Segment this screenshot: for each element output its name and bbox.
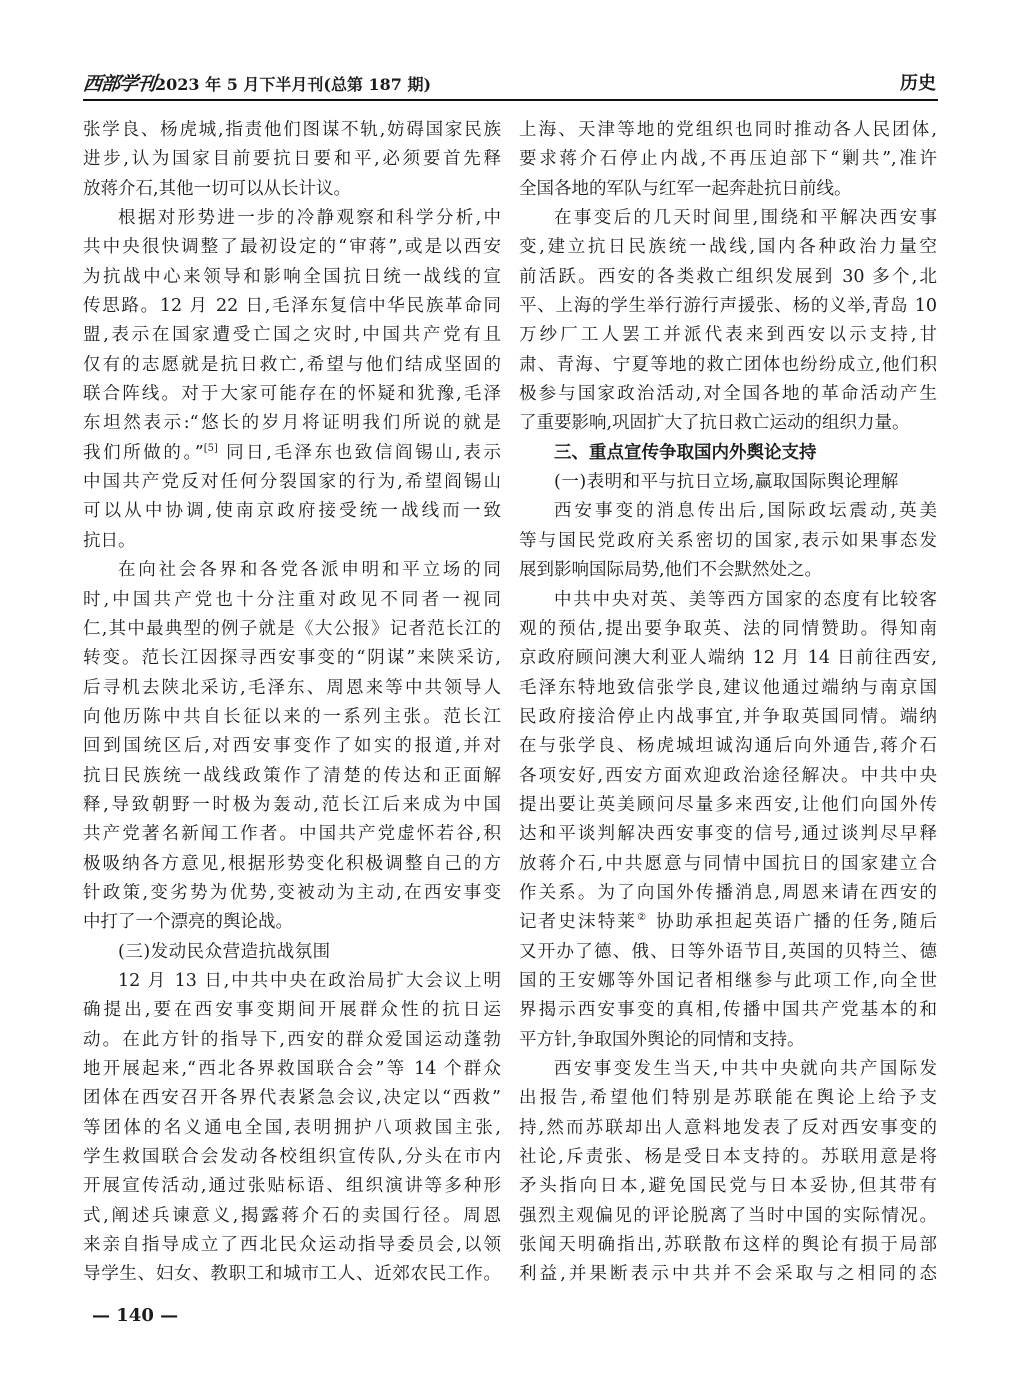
text-line: 极参与国家政治活动,对全国各地的革命活动产生	[519, 384, 937, 405]
text-line: 共产党著名新闻工作者。中国共产党虚怀若谷,积	[83, 824, 501, 845]
text-line: 极吸纳各方意见,根据形势变化积极调整自己的方	[83, 853, 501, 874]
text-line: 利益,并果断表示中共并不会采取与之相同的态	[519, 1264, 937, 1285]
text-line: 肃、青海、宁夏等地的救亡团体也纷纷成立,他们积	[519, 354, 937, 375]
text-line: 观的预估,提出要争取英、法的同情赞助。得知南	[519, 618, 937, 639]
text-line: 达和平谈判解决西安事变的信号,通过谈判尽早释	[519, 824, 937, 845]
text-line: 抗日。	[83, 530, 136, 551]
header-rule	[83, 99, 938, 101]
text-line: 12 月 13 日,中共中央在政治局扩大会议上明	[118, 970, 501, 991]
text-line: 民政府接洽停止内战事宜,并争取英国同情。端纳	[519, 706, 937, 727]
text-line: 盟,表示在国家遭受亡国之灾时,中国共产党有且	[83, 325, 501, 346]
text-line: 动。在此方针的指导下,西安的群众爱国运动蓬勃	[83, 1029, 501, 1050]
text-line: 团体在西安召开各界代表紧急会议,决定以“西救”	[83, 1088, 501, 1109]
text-line: 出报告,希望他们特别是苏联能在舆论上给予支	[519, 1088, 937, 1109]
text-line: 要求蒋介石停止内战,不再压迫部下“剿共”,准许	[519, 149, 937, 170]
subsection-heading: (一)表明和平与抗日立场,赢取国际舆论理解	[554, 472, 899, 493]
issue-info: 2023 年 5 月下半月刊(总第 187 期)	[155, 75, 432, 94]
text-line: 时,中国共产党也十分注重对政见不同者一视同	[83, 589, 501, 610]
text-line: 地开展起来,“西北各界救国联合会”等 14 个群众	[83, 1059, 501, 1079]
citation-marker: ②	[637, 912, 649, 924]
text-segment: 同日,毛泽东也致信阎锡山,表示	[217, 442, 501, 463]
text-line: 社论,斥责张、杨是受日本支持的。苏联用意是将	[519, 1147, 937, 1168]
text-line: 强烈主观偏见的评论脱离了当时中国的实际情况。	[519, 1205, 937, 1226]
text-line: 张闻天明确指出,苏联散布这样的舆论有损于局部	[519, 1235, 937, 1256]
text-line: 开展宣传活动,通过张贴标语、组织演讲等多种形	[83, 1176, 501, 1197]
text-line: 中打了一个漂亮的舆论战。	[83, 912, 293, 933]
text-line: 向他历陈中共自长征以来的一系列主张。范长江	[83, 706, 501, 727]
text-segment: 我们所做的。”	[83, 442, 204, 463]
text-line	[519, 908, 937, 937]
text-line: 又开办了德、俄、日等外语节目,英国的贝特兰、德	[519, 941, 937, 962]
text-line: 万纱厂工人罢工并派代表来到西安以示支持,甘	[519, 325, 937, 346]
text-line: 仅有的志愿就是抗日救亡,希望与他们结成坚固的	[83, 354, 501, 375]
right-text-column	[519, 116, 937, 1290]
text-line: 放蒋介石,其他一切可以从长计议。	[83, 178, 352, 199]
journal-logo: 西部学刊	[81, 73, 157, 95]
text-line: 毛泽东特地致信张学良,建议他通过端纳与南京国	[519, 677, 937, 698]
text-segment: 记者史沫特莱	[519, 912, 638, 933]
text-line: 平、上海的学生举行游行声援张、杨的义举,青岛 10	[519, 296, 937, 317]
text-line: 根据对形势进一步的冷静观察和科学分析,中	[118, 208, 501, 229]
text-line: 国的王安娜等外国记者相继参与此项工作,向全世	[519, 970, 937, 991]
text-line	[83, 439, 501, 468]
text-line: 可以从中协调,使南京政府接受统一战线而一致	[83, 501, 501, 522]
text-line: 进步,认为国家目前要抗日要和平,必须要首先释	[83, 149, 501, 170]
text-segment: 协助承担起英语广播的任务,随后	[648, 912, 937, 933]
text-line: 共中央很快调整了最初设定的“审蒋”,或是以西安	[83, 237, 501, 258]
text-line: 前活跃。西安的各类救亡组织发展到 30 多个,北	[519, 266, 937, 287]
text-line: 确提出,要在西安事变期间开展群众性的抗日运	[83, 1000, 501, 1021]
text-line: 后寻机去陕北采访,毛泽东、周恩来等中共领导人	[83, 677, 501, 698]
text-line: 京政府顾问澳大利亚人端纳 12 月 14 日前往西安,	[519, 648, 937, 669]
text-line: 中共中央对英、美等西方国家的态度有比较客	[554, 589, 937, 610]
text-line: 提出要让英美顾问尽量多来西安,让他们向国外传	[519, 794, 937, 815]
text-line: 等团体的名义通电全国,表明拥护八项救国主张,	[83, 1117, 501, 1138]
text-line: 上海、天津等地的党组织也同时推动各人民团体,	[519, 120, 937, 140]
text-line: 各项安好,西安方面欢迎政治途径解决。中共中央	[519, 765, 937, 786]
text-line: 联合阵线。对于大家可能存在的怀疑和犹豫,毛泽	[83, 384, 501, 405]
text-line: 为抗战中心来领导和影响全国抗日统一战线的宣	[83, 266, 501, 287]
left-text-column	[83, 116, 501, 1290]
text-line: 放蒋介石,中共愿意与同情中国抗日的国家建立合	[519, 853, 937, 874]
subsection-heading: (三)发动民众营造抗战氛围	[118, 941, 331, 962]
text-line: 张学良、杨虎城,指责他们图谋不轨,妨碍国家民族	[83, 120, 501, 140]
text-line: 仁,其中最典型的例子就是《大公报》记者范长江的	[83, 618, 501, 639]
text-line: 在事变后的几天时间里,围绕和平解决西安事	[554, 208, 937, 229]
text-line: 西安事变发生当天,中共中央就向共产国际发	[554, 1059, 937, 1079]
text-line: 持,然而苏联却出人意料地发表了反对西安事变的	[519, 1117, 937, 1138]
text-line: 东坦然表示:“悠长的岁月将证明我们所说的就是	[83, 413, 501, 434]
text-line: 界揭示西安事变的真相,传播中国共产党基本的和	[519, 1000, 937, 1021]
text-line: 等与国民党政府关系密切的国家,表示如果事态发	[519, 530, 937, 551]
text-line: 学生救国联合会发动各校组织宣传队,分头在市内	[83, 1147, 501, 1168]
page-number: — 140 —	[92, 1305, 179, 1326]
text-line: 展到影响国际局势,他们不会默然处之。	[519, 560, 823, 581]
text-line: 了重要影响,巩固扩大了抗日救亡运动的组织力量。	[519, 413, 910, 434]
text-line: 全国各地的军队与红军一起奔赴抗日前线。	[519, 178, 852, 199]
text-line: 针政策,变劣势为优势,变被动为主动,在西安事变	[83, 882, 501, 903]
text-line: 变,建立抗日民族统一战线,国内各种政治力量空	[519, 237, 937, 258]
section-heading: 三、重点宣传争取国内外舆论支持	[554, 442, 817, 463]
text-line: 传思路。12 月 22 日,毛泽东复信中华民族革命同	[83, 296, 501, 317]
text-line: 式,阐述兵谏意义,揭露蒋介石的卖国行径。周恩	[83, 1205, 501, 1226]
text-line: 导学生、妇女、教职工和城市工人、近郊农民工作。	[83, 1264, 501, 1285]
text-line: 中国共产党反对任何分裂国家的行为,希望阎锡山	[83, 472, 501, 493]
text-line: 回到国统区后,对西安事变作了如实的报道,并对	[83, 736, 501, 757]
text-line: 作关系。为了向国外传播消息,周恩来请在西安的	[519, 882, 937, 903]
text-line: 在与张学良、杨虎城坦诚沟通后向外通告,蒋介石	[519, 736, 937, 757]
text-line: 在向社会各界和各党各派申明和平立场的同	[118, 560, 501, 581]
text-line: 平方针,争取国外舆论的同情和支持。	[519, 1029, 805, 1050]
text-line: 来亲自指导成立了西北民众运动指导委员会,以领	[83, 1235, 501, 1256]
text-line: 转变。范长江因探寻西安事变的“阴谋”来陕采访,	[83, 648, 501, 669]
text-line: 矛头指向日本,避免国民党与日本妥协,但其带有	[519, 1176, 937, 1197]
text-line: 释,导致朝野一时极为轰动,范长江后来成为中国	[83, 794, 501, 815]
text-line: 西安事变的消息传出后,国际政坛震动,英美	[554, 501, 937, 522]
citation-marker: [5]	[203, 442, 218, 454]
section-label: 历史	[900, 73, 936, 94]
text-line: 抗日民族统一战线政策作了清楚的传达和正面解	[83, 765, 501, 786]
running-header	[83, 70, 938, 98]
